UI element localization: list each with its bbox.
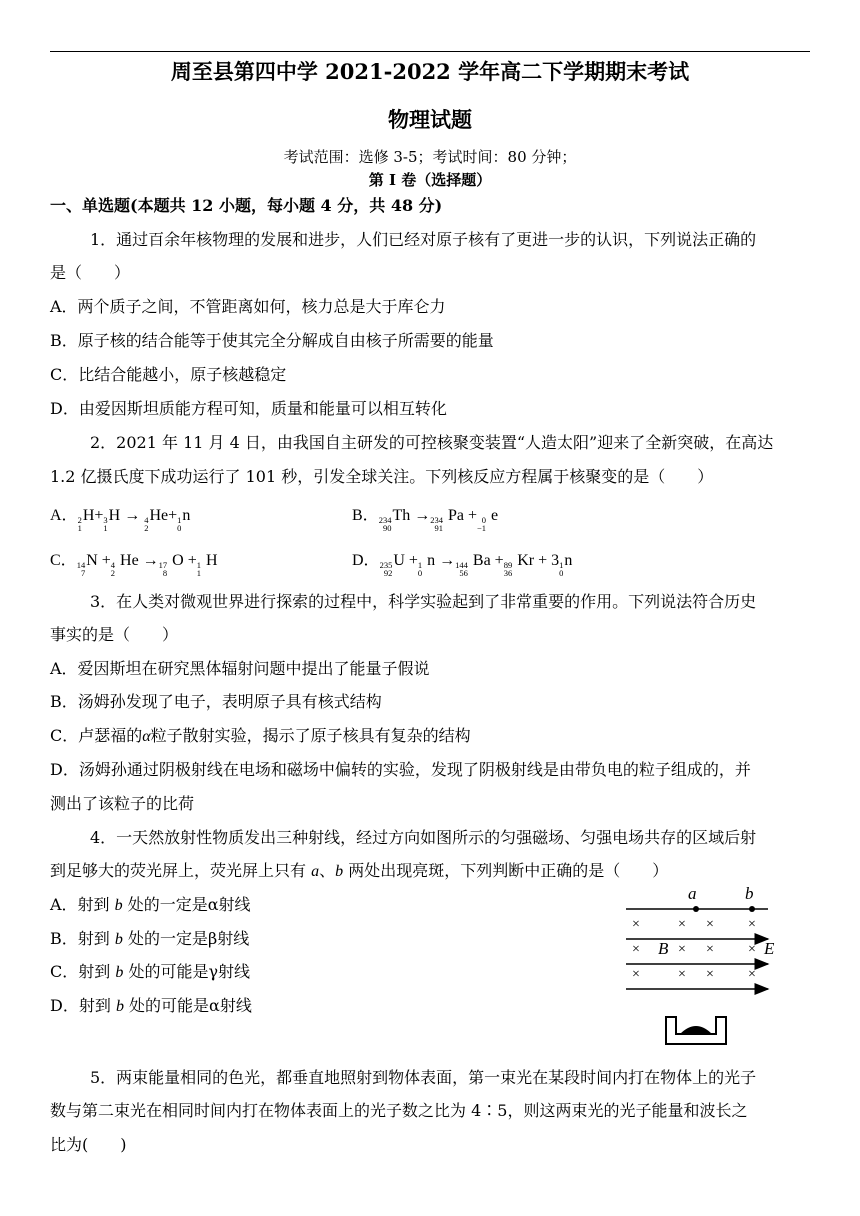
svg-text:×: × bbox=[678, 967, 686, 982]
svg-text:×: × bbox=[632, 942, 640, 957]
subject-title: 物理试题 bbox=[388, 107, 472, 132]
q2-option-b: B． 234 90 Th → 234 91 Pa + 0 −1 e bbox=[352, 507, 499, 533]
q3-option-a: A．爱因斯坦在研究黑体辐射问题中提出了能量子假说 bbox=[50, 659, 430, 678]
q1-option-b: B．原子核的结合能等于使其完全分解成自由核子所需要的能量 bbox=[50, 331, 494, 350]
q2-stem-line2: 1.2 亿摄氏度下成功运行了 101 秒，引发全球关注。下列核反应方程属于核聚变的是（ ） bbox=[50, 467, 714, 486]
exam-title: 周至县第四中学 2021-2022 学年高二下学期期末考试 bbox=[170, 59, 690, 84]
svg-text:×: × bbox=[748, 942, 756, 957]
q4-field-figure bbox=[618, 882, 782, 1052]
q5-stem-line3: 比为( ) bbox=[50, 1135, 127, 1154]
svg-text:×: × bbox=[748, 967, 756, 982]
part-title: 第 I 卷（选择题） bbox=[368, 171, 492, 189]
q3-option-b: B．汤姆孙发现了电子，表明原子具有核式结构 bbox=[50, 692, 382, 711]
q4-option-c: C．射到 b 处的可能是γ射线 bbox=[50, 962, 251, 981]
q4-option-d: D．射到 b 处的可能是α射线 bbox=[50, 996, 252, 1015]
q4-stem-line1: 4．一天然放射性物质发出三种射线，经过方向如图所示的匀强磁场、匀强电场共存的区域后射 bbox=[90, 828, 757, 847]
svg-text:×: × bbox=[706, 967, 714, 982]
q1-stem-line2: 是（ ） bbox=[50, 263, 131, 282]
q2-option-d: D． 235 92 U + 1 0 n → 144 56 Ba + 89 36 Kr + 3 1 0 n bbox=[352, 552, 573, 578]
svg-text:×: × bbox=[748, 917, 756, 932]
q4-option-b: B．射到 b 处的一定是β射线 bbox=[50, 929, 250, 948]
q1-option-c: C．比结合能越小，原子核越稳定 bbox=[50, 365, 287, 384]
exam-info: 考试范围：选修 3-5；考试时间：80 分钟； bbox=[283, 148, 577, 166]
q3-stem-line1: 3．在人类对微观世界进行探索的过程中，科学实验起到了非常重要的作用。下列说法符合历史 bbox=[90, 592, 757, 611]
q4-stem-line2: 到足够大的荧光屏上，荧光屏上只有 a、b 两处出现亮斑，下列判断中正确的是（ ） bbox=[50, 861, 669, 880]
svg-text:×: × bbox=[632, 917, 640, 932]
svg-text:×: × bbox=[706, 917, 714, 932]
q5-stem-line1: 5．两束能量相同的色光，都垂直地照射到物体表面，第一束光在某段时间内打在物体上的光子 bbox=[90, 1068, 757, 1087]
svg-text:×: × bbox=[706, 942, 714, 957]
fig-label-a: a bbox=[688, 884, 697, 903]
fig-source-material bbox=[680, 1026, 712, 1034]
svg-text:×: × bbox=[678, 917, 686, 932]
section-heading: 一、单选题(本题共 12 小题，每小题 4 分，共 48 分) bbox=[50, 196, 443, 215]
q3-option-d-line1: D．汤姆孙通过阴极射线在电场和磁场中偏转的实验，发现了阴极射线是由带负电的粒子组成的，并 bbox=[50, 760, 751, 779]
q1-option-a: A．两个质子之间，不管距离如何，核力总是大于库仑力 bbox=[50, 297, 446, 316]
q3-option-c: C．卢瑟福的α粒子散射实验，揭示了原子核具有复杂的结构 bbox=[50, 726, 471, 745]
q1-option-d: D．由爱因斯坦质能方程可知，质量和能量可以相互转化 bbox=[50, 399, 447, 418]
q4-option-a: A．射到 b 处的一定是α射线 bbox=[50, 895, 251, 914]
svg-text:×: × bbox=[678, 942, 686, 957]
q5-stem-line2: 数与第二束光在相同时间内打在物体表面上的光子数之比为 4∶5，则这两束光的光子能量和波长之 bbox=[50, 1101, 748, 1120]
fig-magnetic-crosses bbox=[632, 917, 756, 982]
fig-label-B: B bbox=[658, 939, 669, 958]
q3-stem-line2: 事实的是（ ） bbox=[50, 625, 179, 644]
svg-text:×: × bbox=[632, 967, 640, 982]
fig-label-E: E bbox=[764, 939, 775, 958]
q3-option-d-line2: 测出了该粒子的比荷 bbox=[50, 794, 195, 813]
q1-stem-line1: 1．通过百余年核物理的发展和进步，人们已经对原子核有了更进一步的认识，下列说法正确的 bbox=[90, 230, 757, 249]
q2-option-a: A． 2 1 H+ 3 1 H → 4 2 He+ 1 0 n bbox=[50, 507, 191, 533]
top-rule bbox=[50, 51, 810, 52]
q2-stem-line1: 2．2021 年 11 月 4 日，由我国自主研发的可控核聚变装置“人造太阳”迎来了全新突破，在高达 bbox=[90, 433, 774, 452]
q2-option-c: C． 14 7 N + 4 2 He → 17 8 O + 1 1 H bbox=[50, 552, 218, 578]
fig-label-b: b bbox=[745, 884, 754, 903]
